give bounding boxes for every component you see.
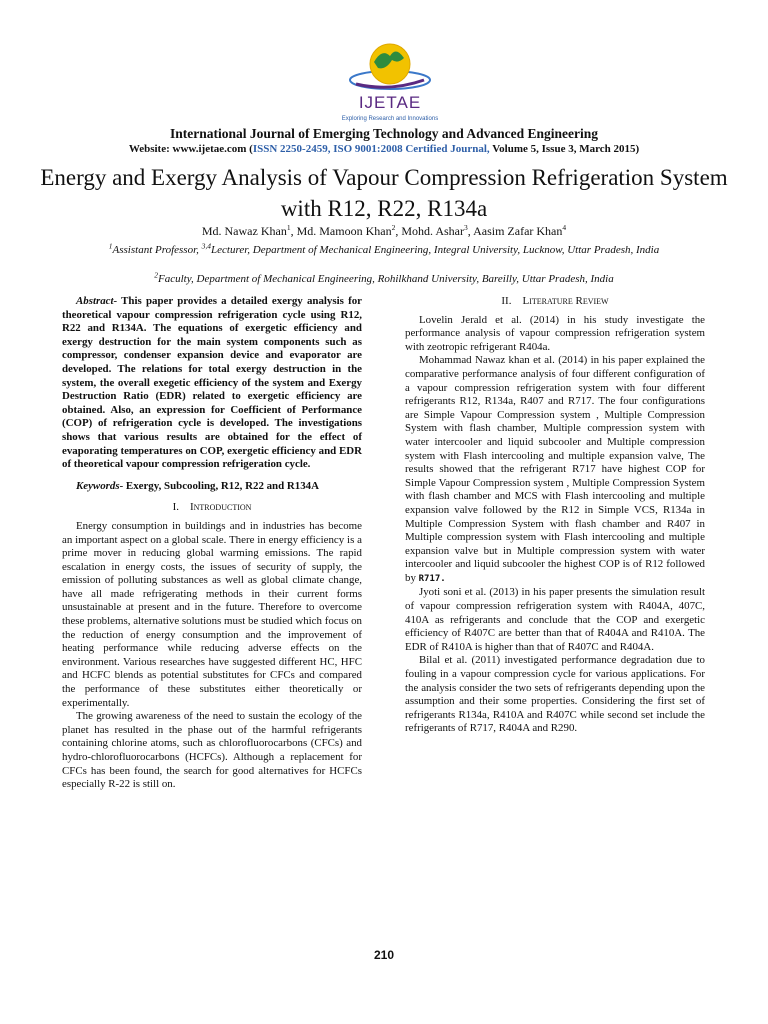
review-paragraph-3: Jyoti soni et al. (2013) in his paper presents the simulation result of vapour compression refrigeration system with R404A, 407C, 410A as refrigerants and conclude that the COP and exergetic efficiency of R407C are better than that of R404A and R410A. The EDR of R410A is higher than that of R407C and R404A. — [405, 586, 705, 653]
right-column — [405, 295, 705, 736]
author-4: , Aasim Zafar Khan — [467, 224, 563, 238]
volume-text: Volume 5, Issue 3, March 2015) — [489, 143, 640, 155]
website-label: Website: www.ijetae.com ( — [128, 143, 253, 155]
abstract-label: Abstract- — [76, 295, 118, 307]
author-1: Md. Nawaz Khan — [201, 224, 287, 238]
author-3: , Mohd. Ashar — [395, 224, 464, 238]
section-heading-introduction: I. Introduction — [172, 501, 252, 514]
author-3-sup: 3 — [464, 223, 468, 232]
author-2-sup: 2 — [391, 223, 396, 232]
journal-website-line — [0, 143, 768, 155]
journal-name: International Journal of Emerging Technology and Advanced Engineering — [170, 126, 598, 141]
journal-logo — [330, 40, 450, 124]
ijetae-logo-icon — [330, 40, 450, 124]
page-number: 210 — [373, 948, 395, 962]
author-2: , Md. Mamoon Khan — [290, 224, 392, 238]
abstract-text: This paper provides a detailed exergy analysis for theoretical vapour compression refrigeration cycle using R12, R22 and R134A. The equations of exergetic efficiency and exergy destruction for the main system components such as compressor, condenser expansion device and evaporator are developed. The relations for total exergy destruction in the system, the overall exegetic efficiency of the system and Exergy Destruction Ratio (EDR) related to exergetic efficiency are obtained. Also, an expression for Coefficient of Performance (COP) of refrigeration cycle is developed. The investigations shows that various results are obtained for the effect of evaporating temperatures on COP, exergetic efficiency and EDR of theoretical vapour compression refrigeration cycle. — [62, 295, 362, 471]
affiliation-1: $^1$Assistant Professor, $^{3,4}$Lecturer, Department of Mechanical Engineering, Integral University, Lucknow, Uttar Pradesh, India — [108, 241, 660, 256]
author-4-sup: 4 — [562, 223, 567, 232]
affiliation-2: $^2$Faculty, Department of Mechanical Engineering, Rohilkhand University, Bareilly, Uttar Pradesh, India — [154, 270, 614, 285]
review-paragraph-4: Bilal et al. (2011) investigated performance degradation due to fouling in a vapour compression cycle for various applications. For the analysis consider the two sets of refrigerants depending upon the assumption and their some properties. Considering the first set of refrigerants R134a, R410A and R407C while second set include the refrigerants of R717, R404A and R290. — [405, 654, 705, 735]
author-1-sup: 1 — [286, 223, 291, 232]
logo-wordmark: IJETAE — [358, 93, 422, 112]
issn-text: ISSN 2250-2459, ISO 9001:2008 Certified Journal, — [252, 143, 490, 155]
abstract — [62, 295, 362, 472]
review-paragraph-2: Mohammad Nawaz khan et al. (2014) in his paper explained the comparative performance analysis of four different configuration of a vapour compression refrigeration system with four different refrigerants R12, R134a, R407 and R717. The four configurations are Simple Vapour Compression system , Multiple Compression System with flash chamber, Multiple compression system with water intercooler and liquid subcooler and Multiple compression system with Flash intercooling and multiple expansion valve, The results showed that the refrigerant R717 have highest COP for Simple Vapour Compression system , Multiple Compression System with flash chamber and MCS with Flash intercooling and multiple expansion valve followed by the R12 in Simple VCS, R134a in Multiple Compression System with flash chamber and R407 in Multiple compression system with Flash intercooling and multiple expansion valve but in Multiple compression system with water intercooler and liquid subcooler the highest COP is of R12 followed by R717. — [405, 354, 705, 584]
section-heading-literature-review: II. Literature Review — [501, 295, 609, 307]
paper-title: Energy and Exergy Analysis of Vapour Compression Refrigeration System with R12, R22, R134a — [40, 165, 728, 221]
author-list — [0, 224, 768, 239]
review-paragraph-1: Lovelin Jerald et al. (2014) in his study investigate the performance analysis of vapour compression refrigeration system with zeotropic refrigerant R404a. — [405, 313, 705, 353]
keywords — [62, 480, 362, 494]
left-column — [62, 295, 362, 792]
intro-paragraph-1: Energy consumption in buildings and in industries has become an important aspect on a global scale. There in energy efficiency is a prime mover in reducing global warming emissions. The rapid escalation in energy costs, the issues of security of supply, the emission of polluting substances as well as global climate change, have all made refrigerating methods in their current forms unsustainable at present and in the future. Therefore to overcome these problems, alternative solutions must be studied which focus on the reduction of energy consumption and the improvement of heating performance while reducing adverse effects on the environment. Various researches have suggested different HC, HFC and HCFC blends as potential substitutes for CFCs and compared the performance of these substitutes either theoretically or experimentally. — [62, 519, 362, 709]
keywords-label: Keywords- — [76, 479, 124, 492]
intro-paragraph-2: The growing awareness of the need to sustain the ecology of the planet has resulted in the phase out of the harmful refrigerants containing chlorine atoms, such as chlorofluorocarbons (CFCs) and hydro-chlorofluorocarbons (HCFCs). Although a replacement for CFCs has been found, the search for good alternatives for HCFCs especially R-22 is still on. — [62, 710, 362, 791]
keywords-text: Exergy, Subcooling, R12, R22 and R134A — [123, 479, 319, 492]
logo-tagline: Exploring Research and Innovations — [341, 116, 439, 122]
